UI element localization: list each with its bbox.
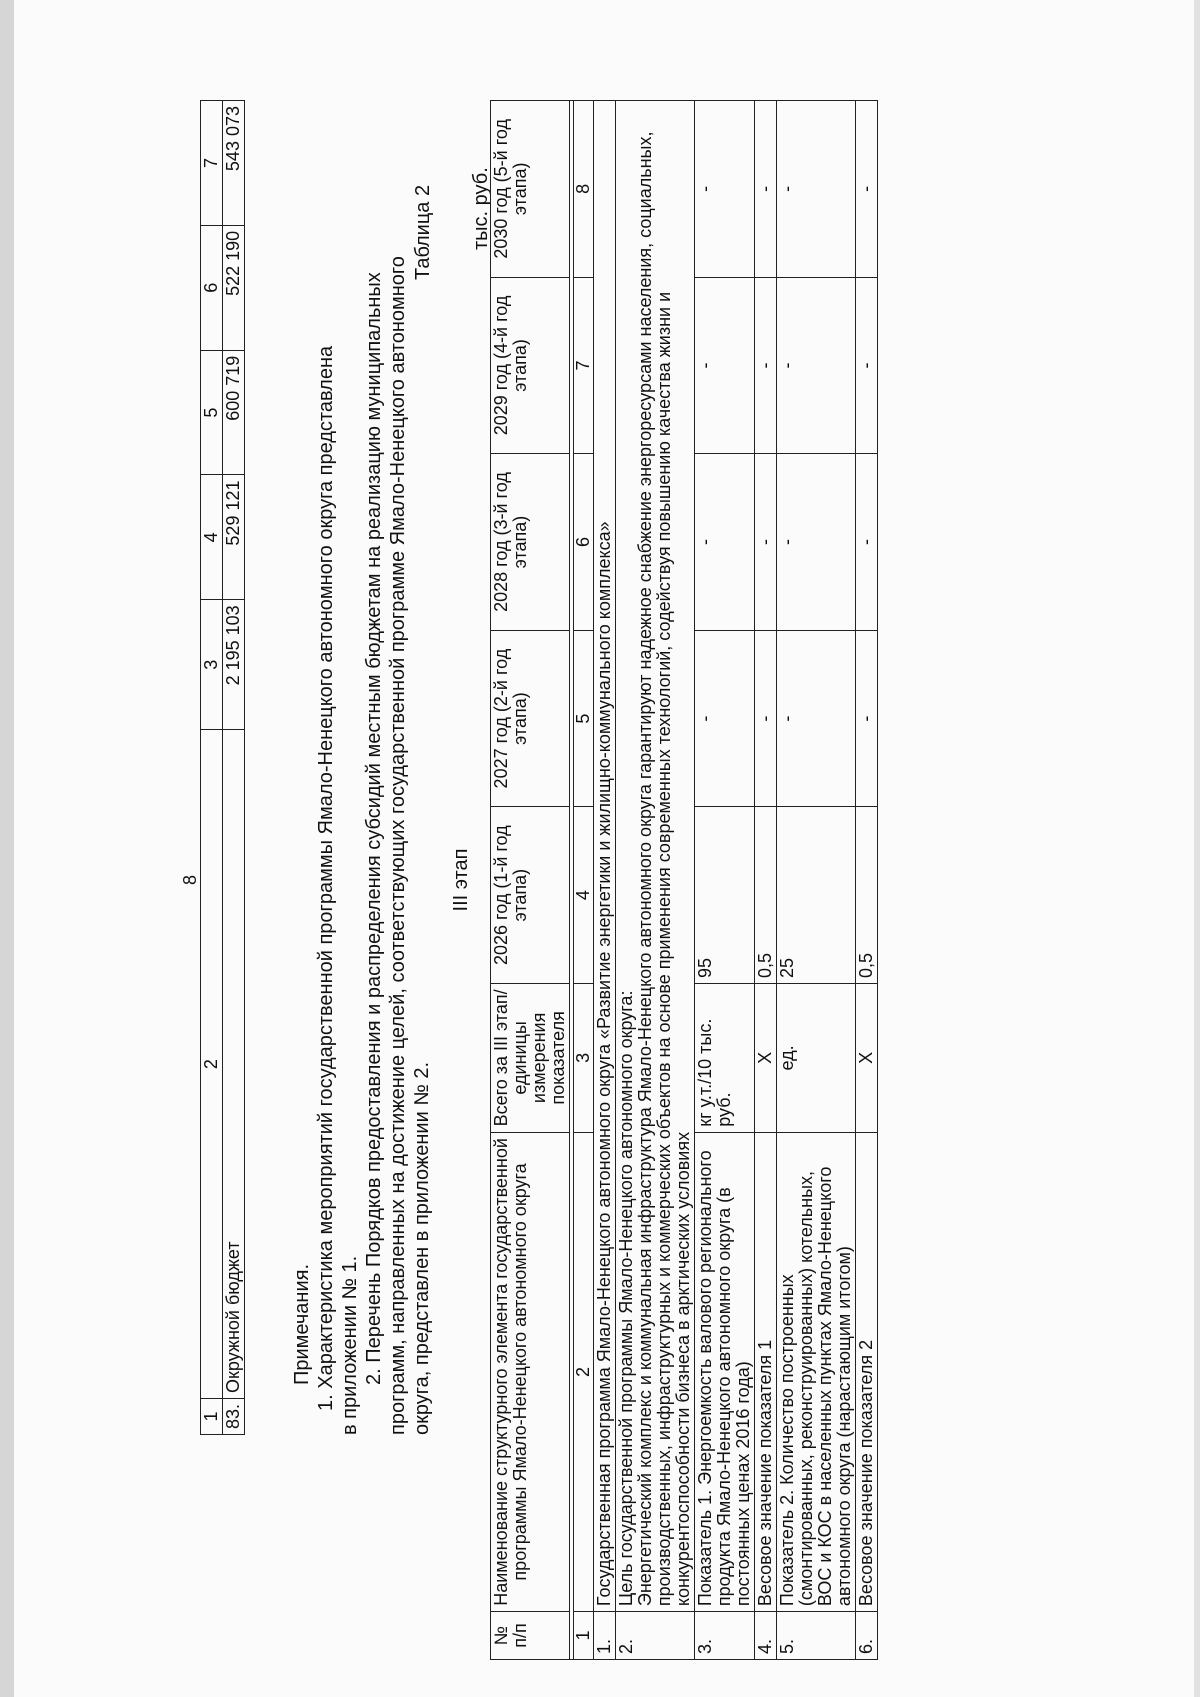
- note-1: 1. Характеристика мероприятий государственной программы Ямало-Ненецкого автономного округа представлена: [315, 345, 337, 1411]
- cell-value: -: [856, 101, 878, 278]
- units-label: тыс. руб.: [470, 167, 492, 250]
- notes-title: Примечания.: [291, 1263, 313, 1385]
- scan-right-edge: [1194, 0, 1200, 1697]
- col-number: 5: [574, 630, 594, 807]
- header-cell: 2027 год (2-й год этапа): [491, 630, 570, 807]
- col-number: 7: [201, 101, 223, 226]
- cell-unit: X: [856, 983, 878, 1132]
- note-2-cont: округа, представлен в приложении № 2.: [411, 1061, 433, 1435]
- scan-left-edge: [0, 0, 14, 1697]
- col-number: 5: [201, 350, 223, 475]
- cell-value: -: [856, 277, 878, 454]
- cell-value: -: [695, 454, 755, 631]
- header-cell: Наименование структурного элемента государственной программы Ямало-Ненецкого автономного округа: [491, 1132, 570, 1611]
- cell-unit: кг у.т./10 тыс. руб.: [695, 983, 755, 1132]
- header-cell: 2030 год (5-й год этапа): [491, 101, 570, 278]
- cell-value: 543 073: [223, 101, 245, 226]
- row-number: 83.: [223, 1398, 245, 1434]
- program-goal: [616, 101, 695, 1612]
- program-title: Государственная программа Ямало-Ненецкого автономного округа «Развитие энергетики и жилищно-коммунального комплекса»: [594, 101, 616, 1612]
- header-cell: 2028 год (3-й год этапа): [491, 454, 570, 631]
- cell-value: -: [777, 101, 856, 278]
- cell-value: 600 719: [223, 350, 245, 475]
- table-row: [695, 101, 755, 1660]
- budget-table: [200, 100, 245, 1435]
- col-number: 2: [201, 730, 223, 1399]
- indicator-name: Весовое значение показателя 2: [856, 1132, 878, 1611]
- table-row: [594, 101, 616, 1660]
- col-number: 1: [201, 1398, 223, 1434]
- cell-value: -: [755, 454, 777, 631]
- header-cell: № п/п: [491, 1612, 570, 1660]
- col-number: 7: [574, 277, 594, 454]
- table-row: [223, 101, 245, 1435]
- row-number: 2.: [616, 1612, 695, 1660]
- header-cell: 2029 год (4-й год этапа): [491, 277, 570, 454]
- cell-value: -: [777, 454, 856, 631]
- cell-value: 0,5: [755, 807, 777, 984]
- col-number: 3: [201, 600, 223, 730]
- table-row: [777, 101, 856, 1660]
- table-caption: Таблица 2: [412, 184, 434, 280]
- cell-value: 2 195 103: [223, 600, 245, 730]
- table-row: [755, 101, 777, 1660]
- table-header-row: [201, 101, 223, 1435]
- table-header-row: [491, 101, 570, 1660]
- cell-value: -: [755, 277, 777, 454]
- col-number: 4: [201, 475, 223, 600]
- header-cell: Всего за III этап/ единицы измерения показателя: [491, 983, 570, 1132]
- cell-value: -: [777, 277, 856, 454]
- header-cell: 2026 год (1-й год этапа): [491, 807, 570, 984]
- cell-value: 95: [695, 807, 755, 984]
- col-number: 6: [574, 454, 594, 631]
- goal-heading: Цель государственной программы Ямало-Ненецкого автономного округа:: [616, 990, 636, 1607]
- cell-value: 522 190: [223, 225, 245, 350]
- cell-value: -: [755, 101, 777, 278]
- goal-text: Энергетический комплекс и коммунальная инфраструктура Ямало-Ненецкого автономного округа гарантируют надежное снабжение энергоресурсами населения, социальных, производственных, инфраструктурных и коммерческих объектов на основе применения современных технологий, содействуя повышению качества жизни и конкурентоспособности бизнеса в арктических условиях: [635, 131, 693, 1607]
- row-number: 5.: [777, 1612, 856, 1660]
- page-number: 8: [180, 875, 200, 886]
- cell-value: -: [755, 630, 777, 807]
- column-number-row: [574, 101, 594, 1660]
- col-number: 2: [574, 1132, 594, 1611]
- cell-value: 0,5: [856, 807, 878, 984]
- cell-value: -: [777, 630, 856, 807]
- cell-unit: X: [755, 983, 777, 1132]
- cell-value: -: [856, 454, 878, 631]
- col-number: 6: [201, 225, 223, 350]
- table-row: [616, 101, 695, 1660]
- notes: [290, 100, 434, 1435]
- cell-value: -: [695, 101, 755, 278]
- indicator-name: Показатель 1. Энергоемкость валового регионального продукта Ямало-Ненецкого автономного округа (в постоянных ценах 2016 года): [695, 1132, 755, 1611]
- note-1-cont: в приложении № 1.: [339, 1255, 361, 1435]
- row-number: 3.: [695, 1612, 755, 1660]
- cell-value: 529 121: [223, 475, 245, 600]
- cell-unit: ед.: [777, 983, 856, 1132]
- cell-value: -: [695, 277, 755, 454]
- cell-value: 25: [777, 807, 856, 984]
- indicator-name: Показатель 2. Количество построенных (смонтированных, реконструированных) котельных, ВОС и КОС в населенных пунктах Ямало-Ненецкого автономного округа (нарастающим итогом): [777, 1132, 856, 1611]
- indicator-name: Весовое значение показателя 1: [755, 1132, 777, 1611]
- row-number: 1.: [594, 1612, 616, 1660]
- row-number: 4.: [755, 1612, 777, 1660]
- cell-value: -: [695, 630, 755, 807]
- col-number: 3: [574, 983, 594, 1132]
- note-2: 2. Перечень Порядков предоставления и распределения субсидий местным бюджетам на реализацию муниципальных: [363, 272, 385, 1385]
- col-number: 1: [574, 1612, 594, 1660]
- note-2-cont: программ, направленных на достижение целей, соответствующих государственной программе Ямало-Ненецкого автономного: [387, 256, 409, 1435]
- col-number: 4: [574, 807, 594, 984]
- row-number: 6.: [856, 1612, 878, 1660]
- stage-title: III этап: [450, 848, 472, 912]
- cell-value: -: [856, 630, 878, 807]
- col-number: 8: [574, 101, 594, 278]
- row-name: Окружной бюджет: [223, 730, 245, 1399]
- table-row: [856, 101, 878, 1660]
- indicators-table: [490, 100, 878, 1660]
- rotated-content: [180, 100, 1060, 1660]
